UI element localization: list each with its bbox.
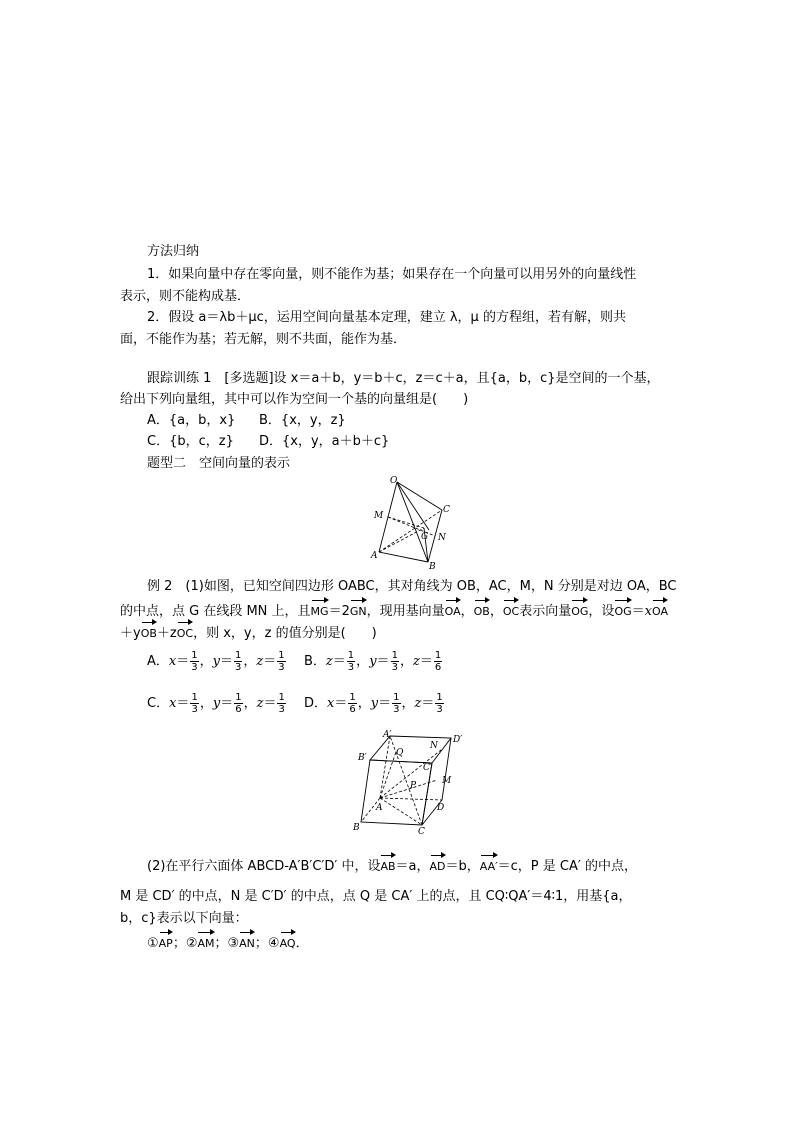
method-title: 方法归纳	[147, 244, 200, 259]
vec-am: AM	[197, 929, 214, 955]
vec-gn: GN	[350, 597, 367, 623]
fig2-label-d1: D′	[453, 735, 463, 745]
vec-an: AN	[239, 929, 255, 955]
vec-oc: OC	[503, 597, 519, 623]
fig1-label-c: C	[443, 505, 450, 515]
method-p2b: 面，不能作为基；若无解，则不共面，能作为基．	[120, 332, 407, 347]
vec-ap: AP	[159, 929, 173, 955]
example2-line2: 的中点，点 G 在线段 MN 上，且MG＝2GN，现用基向量OA，OB，OC表示向量OG，设OG＝xOA	[120, 597, 680, 623]
example2-line1: 例 2 (1)如图，已知空间四边形 OABC，其对角线为 OB，AC，M，N 分别是对边 OA，BC	[147, 579, 677, 594]
practice-option-c: C．{b，c，z}	[147, 434, 234, 449]
fig1-label-g: G	[421, 532, 429, 542]
example2-option-d: D．x＝ $\frac{1}{6}$ ，y＝ $\frac{1}{3}$ ，z＝ $\frac{1}{3}$	[304, 692, 443, 715]
vec-ob-2: OB	[141, 619, 157, 645]
method-p2a: 2．假设 a＝λb＋μc，运用空间向量基本定理，建立 λ，μ 的方程组，若有解，则共	[147, 310, 626, 325]
figure-tetrahedron	[366, 474, 456, 570]
fig2-label-a1: A′	[383, 730, 392, 740]
fig2-label-b: B	[353, 823, 360, 833]
section2-title: 题型二 空间向量的表示	[147, 456, 291, 471]
vec-ad: AD	[430, 852, 446, 878]
vec-ab: AB	[380, 852, 395, 878]
vec-ob: OB	[474, 597, 490, 623]
vec-og-2: OG	[614, 597, 631, 623]
example2-option-c: C．x＝ $\frac{1}{3}$ ，y＝ $\frac{1}{6}$ ，z＝ $\frac{1}{3}$	[147, 692, 285, 715]
practice-option-b: B．{x，y，z}	[259, 413, 346, 428]
method-p1b: 表示，则不能构成基．	[120, 289, 251, 304]
vec-oa: OA	[445, 597, 461, 623]
fig2-label-c1: C′	[423, 763, 432, 773]
example2b-items: ①AP；②AM；③AN；④AQ．	[147, 929, 707, 955]
fig1-label-b: B	[429, 562, 436, 570]
fig2-label-a: A	[376, 803, 383, 813]
fig2-label-b1: B′	[358, 753, 367, 763]
fig1-label-o: O	[390, 476, 398, 486]
example2-option-a: A．x＝ $\frac{1}{3}$ ，y＝ $\frac{1}{3}$ ，z＝ $\frac{1}{3}$	[147, 650, 285, 673]
figure-parallelepiped	[352, 730, 470, 838]
fig1-label-n: N	[438, 533, 446, 543]
fig2-label-m: M	[442, 776, 452, 786]
example2-line3: ＋yOB＋zOC，则 x，y，z 的值分别是( )	[120, 619, 680, 645]
vec-aq: AQ	[280, 929, 296, 955]
method-p1a: 1．如果向量中存在零向量，则不能作为基；如果存在一个向量可以用另外的向量线性	[147, 267, 637, 282]
example2-option-b: B．z＝ $\frac{1}{3}$ ，y＝ $\frac{1}{3}$ ，z＝ $\frac{1}{6}$	[304, 650, 442, 673]
fig1-label-a: A	[371, 551, 378, 561]
vec-aa1: AA′	[480, 852, 498, 878]
example2b-line1: (2)在平行六面体 ABCD-A′B′C′D′ 中，设AB＝a，AD＝b，AA′＝c，P 是 CA′ 的中点，	[147, 852, 707, 878]
practice-line2: 给出下列向量组，其中可以作为空间一个基的向量组是( )	[120, 392, 469, 407]
fig2-label-q: Q	[396, 748, 404, 758]
practice-line1: 跟踪训练 1 [多选题]设 x＝a＋b，y＝b＋c，z＝c＋a，且{a，b，c}是空间的一个基，	[147, 371, 660, 386]
fig2-label-p: P	[410, 781, 417, 791]
practice-option-a: A．{a，b，x}	[147, 413, 236, 428]
fig2-label-d: D	[437, 803, 445, 813]
example2b-line2: M 是 CD′ 的中点，N 是 C′D′ 的中点，点 Q 是 CA′ 上的点，且 CQ∶QA′＝4∶1，用基{a，	[120, 889, 632, 904]
example2b-line3: b，c}表示以下向量：	[120, 911, 248, 926]
practice-option-d: D．{x，y，a＋b＋c}	[259, 434, 390, 449]
fig2-label-c: C	[418, 827, 425, 837]
fig2-label-n: N	[430, 741, 438, 751]
fig1-label-m: M	[374, 511, 384, 521]
vec-oc-2: OC	[177, 619, 193, 645]
vec-mg: MG	[311, 597, 329, 623]
vec-og: OG	[571, 597, 588, 623]
vec-oa-2: OA	[652, 597, 668, 623]
